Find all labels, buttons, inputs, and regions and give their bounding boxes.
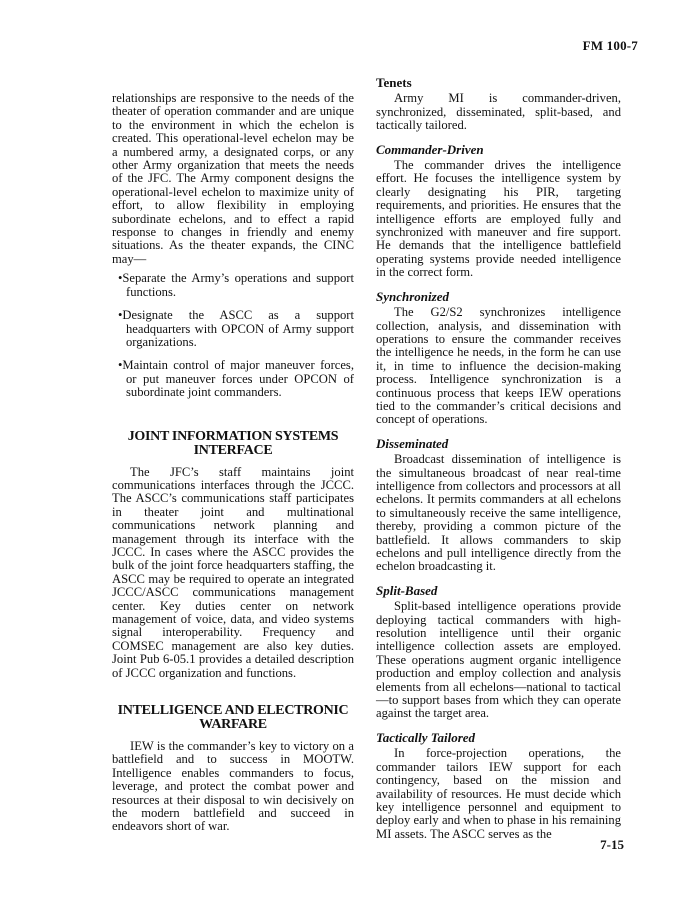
list-item: •Separate the Army’s operations and support functions. [118,271,354,299]
subheading-tactically-tailored: Tactically Tailored [376,729,476,745]
tactically-tailored-paragraph: In force-projection operations, the commander tailors IEW support for each contingency, based on the mission and availability of resources. He must decide which key intelligence personnel and equipment to deploy early and when to phase in his remaining MI assets. The ASCC serves as the [376,746,621,841]
list-item: •Designate the ASCC as a support headquarters with OPCON of Army support organizations. [118,308,354,349]
disseminated-paragraph: Broadcast dissemination of intelligence is the simultaneous broadcast of near real-time intelligence from collectors and processors at all echelons. It permits commanders at all echelons to simultaneously receive the same intelligence, thereby, providing a common picture of the battlefield. It allows commanders to skip echelons and pull intelligence directly from the echelon broadcasting it. [376,452,621,574]
subheading-commander-driven: Commander-Driven [376,141,484,157]
section-heading-intelligence-electronic-warfare: INTELLIGENCE AND ELECTRONIC WARFARE [117,703,349,733]
document-id: FM 100-7 [582,38,638,53]
subheading-disseminated: Disseminated [376,435,449,451]
iew-paragraph: IEW is the commander’s key to victory on a battlefield and to success in MOOTW. Intelligence enables commanders to focus, leverage, and protect the combat power and resources at their disposal to win decisively on the modern battlefield and succeed in endeavors short of war. [112,739,354,834]
page-number: 7-15 [600,837,624,852]
cinc-options-list [112,272,354,399]
section-heading-joint-information-systems: JOINT INFORMATION SYSTEMS INTERFACE [127,428,339,458]
list-item: •Maintain control of major maneuver forces, or put maneuver forces under OPCON of subordinate joint commanders. [118,358,354,400]
synchronized-paragraph: The G2/S2 synchronizes intelligence collection, analysis, and dissemination with operations to ensure the commander receives the intelligence he needs, in the form he can use it, in time to influence the decision-making process. Intelligence synchronization is a continuous process that keeps IEW operations tied to the commander’s critical decisions and concept of operations. [376,305,621,427]
split-based-paragraph: Split-based intelligence operations provide deploying tactical commanders with high-resolution intelligence until their organic intelligence collection assets are employed. These operations augment organic intelligence production and employ collection and analysis elements from all echelons—national to tactical—to support bases from which they can operate against the target area. [376,599,621,721]
right-column [376,76,621,847]
subsection-heading-tenets: Tenets [376,75,412,90]
left-column [112,92,354,840]
subheading-synchronized: Synchronized [376,288,449,304]
intro-paragraph: relationships are responsive to the needs of the theater of operation commander and are unique to the environment in which the echelon is created. This operational-level echelon may be a numbered army, a designated corps, or any other Army organization that meets the needs of the JFC. The Army component designs the operational-level echelon to maximize unity of effort, to allow flexibility in employing subordinate echelons, and to effect a rapid response to changes in friendly and enemy situations. As the theater expands, the CINC may— [112,91,354,266]
joint-interface-paragraph: The JFC’s staff maintains joint communications interfaces through the JCCC. The ASCC’s communications staff participates in theater joint and multinational communications network planning and management through its interface with the JCCC. In cases where the ASCC provides the bulk of the joint force headquarters staffing, the ASCC may be required to operate an integrated JCCC/ASCC communications management center. Key duties center on network management of voice, data, and video systems signal interoperability. Frequency and COMSEC management are also key duties. Joint Pub 6-05.1 provides a detailed description of JCCC organization and functions. [112,464,354,680]
tenets-paragraph: Army MI is commander-driven, synchronized, disseminated, split-based, and tactically tailored. [376,91,621,133]
subheading-split-based: Split-Based [376,582,438,598]
commander-driven-paragraph: The commander drives the intelligence effort. He focuses the intelligence system by clearly designating his PIR, targeting requirements, and priorities. He ensures that the intelligence efforts are employed fully and synchronized with maneuver and fire support. He demands that the intelligence battlefield operating systems provide needed intelligence in the correct form. [376,158,621,280]
